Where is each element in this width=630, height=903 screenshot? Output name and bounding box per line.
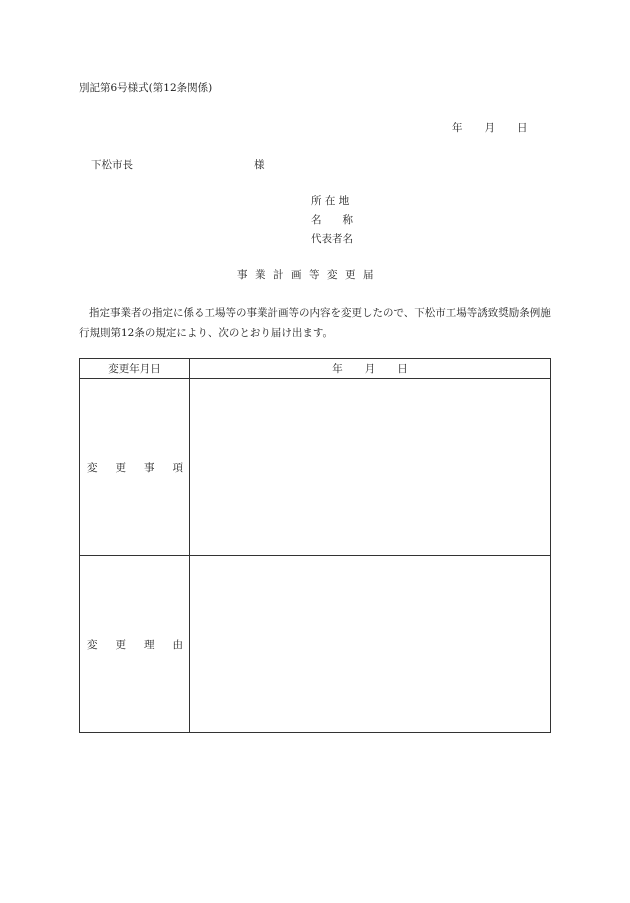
- change-items-label: 変 更 事 項: [80, 379, 190, 556]
- table-date-month: 月: [364, 363, 376, 375]
- table-date-year: 年: [332, 363, 343, 375]
- change-items-field[interactable]: [190, 379, 551, 556]
- applicant-representative-label: 代表者名: [311, 233, 353, 245]
- form-number-label: 別記第6号様式(第12条関係): [79, 82, 213, 94]
- date-year-label: 年: [452, 122, 463, 134]
- table-date-day: 日: [397, 363, 408, 375]
- change-reason-label: 変 更 理 由: [80, 556, 190, 733]
- date-day-label: 日: [517, 122, 528, 134]
- addressee-honorific: 様: [254, 159, 265, 171]
- change-details-table: [79, 358, 551, 733]
- submission-date-line: [452, 120, 528, 135]
- change-date-value[interactable]: [190, 359, 551, 379]
- applicant-name-label: 名 称: [311, 214, 353, 226]
- change-date-row: [80, 359, 551, 379]
- date-month-label: 月: [484, 122, 495, 134]
- addressee-name: 下松市長: [91, 159, 133, 171]
- applicant-address-label: 所 在 地: [311, 195, 350, 207]
- notification-body-text: 指定事業者の指定に係る工場等の事業計画等の内容を変更したので、下松市工場等誘致奨励条例施行規則第12条の規定により、次のとおり届け出ます。: [79, 307, 551, 339]
- change-reason-field[interactable]: [190, 556, 551, 733]
- change-reason-row: [80, 556, 551, 733]
- change-items-row: [80, 379, 551, 556]
- document-title: 事業計画等変更届: [237, 269, 381, 281]
- change-date-label: 変更年月日: [80, 359, 190, 379]
